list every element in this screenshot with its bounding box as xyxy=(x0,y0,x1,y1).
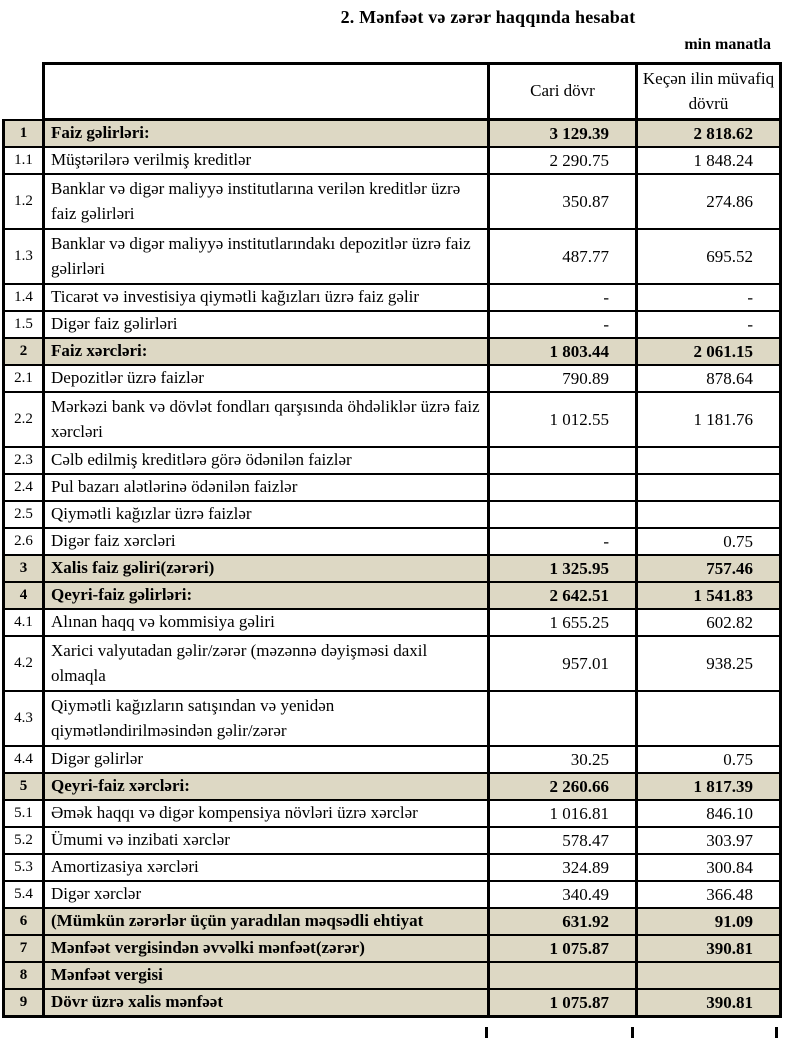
table-row xyxy=(4,392,781,447)
current-period-cell: 1 325.95 xyxy=(489,555,637,582)
row-label-cell: Ticarət və investisiya qiymətli kağızları üzrə faiz gəlir xyxy=(44,284,489,311)
previous-period-cell: 695.52 xyxy=(637,229,781,284)
row-number-cell: 1.1 xyxy=(4,147,44,174)
previous-period-cell: 878.64 xyxy=(637,365,781,392)
table-row xyxy=(4,474,781,501)
current-period-cell: 1 016.81 xyxy=(489,800,637,827)
row-label-cell: Digər faiz gəlirləri xyxy=(44,311,489,338)
row-number-cell: 5.2 xyxy=(4,827,44,854)
previous-period-cell: 300.84 xyxy=(637,854,781,881)
description-header-cell xyxy=(44,64,489,120)
current-period-cell: 1 655.25 xyxy=(489,609,637,636)
current-period-cell xyxy=(489,962,637,989)
table-row xyxy=(4,582,781,609)
table-row xyxy=(4,338,781,365)
current-period-cell: 631.92 xyxy=(489,908,637,935)
row-label-cell: Qiymətli kağızlar üzrə faizlər xyxy=(44,501,489,528)
table-row xyxy=(4,365,781,392)
current-period-cell: 1 075.87 xyxy=(489,935,637,962)
row-label-cell: Qeyri-faiz gəlirləri: xyxy=(44,582,489,609)
previous-period-cell: 1 848.24 xyxy=(637,147,781,174)
row-label-cell: Faiz xərcləri: xyxy=(44,338,489,365)
previous-period-cell: 303.97 xyxy=(637,827,781,854)
previous-period-cell: 274.86 xyxy=(637,174,781,229)
row-number-cell: 4.4 xyxy=(4,746,44,773)
current-period-cell xyxy=(489,501,637,528)
row-label-cell: Qeyri-faiz xərcləri: xyxy=(44,773,489,800)
current-period-cell xyxy=(489,691,637,746)
previous-period-cell xyxy=(637,447,781,474)
row-number-cell: 1 xyxy=(4,120,44,148)
row-number-cell: 2.4 xyxy=(4,474,44,501)
row-label-cell: (Mümkün zərərlər üçün yaradılan məqsədli ehtiyat xyxy=(44,908,489,935)
table-row xyxy=(4,609,781,636)
table-row xyxy=(4,174,781,229)
previous-period-cell: 1 541.83 xyxy=(637,582,781,609)
table-row xyxy=(4,311,781,338)
pnl-table xyxy=(2,62,782,1018)
row-label-cell: Ümumi və inzibati xərclər xyxy=(44,827,489,854)
table-row xyxy=(4,284,781,311)
previous-period-cell: 366.48 xyxy=(637,881,781,908)
row-label-cell: Qiymətli kağızların satışından və yenidən qiymətləndirilməsindən gəlir/zərər xyxy=(44,691,489,746)
current-period-cell: 957.01 xyxy=(489,636,637,691)
previous-period-cell: 390.81 xyxy=(637,935,781,962)
table-row xyxy=(4,691,781,746)
table-row xyxy=(4,447,781,474)
previous-period-cell: 757.46 xyxy=(637,555,781,582)
previous-period-cell: 0.75 xyxy=(637,746,781,773)
current-period-cell: 790.89 xyxy=(489,365,637,392)
table-row xyxy=(4,854,781,881)
row-label-cell: Banklar və digər maliyyə institutlarındakı depozitlər üzrə faiz gəlirləri xyxy=(44,229,489,284)
corner-spacer xyxy=(4,64,44,120)
current-period-cell: 340.49 xyxy=(489,881,637,908)
row-number-cell: 4.1 xyxy=(4,609,44,636)
row-number-cell: 2.5 xyxy=(4,501,44,528)
row-number-cell: 2.6 xyxy=(4,528,44,555)
pnl-table-body xyxy=(4,120,781,1017)
table-continuation-stub xyxy=(485,1027,488,1038)
pnl-table-header xyxy=(4,64,781,120)
header-row xyxy=(4,64,781,120)
previous-period-cell: 846.10 xyxy=(637,800,781,827)
row-label-cell: Əmək haqqı və digər kompensiya növləri üzrə xərclər xyxy=(44,800,489,827)
row-label-cell: Dövr üzrə xalis mənfəət xyxy=(44,989,489,1017)
row-number-cell: 4 xyxy=(4,582,44,609)
row-label-cell: Amortizasiya xərcləri xyxy=(44,854,489,881)
current-period-cell: 2 642.51 xyxy=(489,582,637,609)
row-label-cell: Mənfəət vergisindən əvvəlki mənfəət(zərər) xyxy=(44,935,489,962)
current-period-cell: - xyxy=(489,284,637,311)
row-number-cell: 5.1 xyxy=(4,800,44,827)
current-period-cell: 1 803.44 xyxy=(489,338,637,365)
table-row xyxy=(4,800,781,827)
table-continuation-stub xyxy=(631,1027,634,1038)
row-number-cell: 1.4 xyxy=(4,284,44,311)
previous-period-cell xyxy=(637,474,781,501)
table-row xyxy=(4,555,781,582)
row-label-cell: Depozitlər üzrə faizlər xyxy=(44,365,489,392)
current-period-cell: 3 129.39 xyxy=(489,120,637,148)
row-number-cell: 5 xyxy=(4,773,44,800)
row-label-cell: Müştərilərə verilmiş kreditlər xyxy=(44,147,489,174)
row-number-cell: 4.2 xyxy=(4,636,44,691)
previous-period-cell: 1 817.39 xyxy=(637,773,781,800)
row-number-cell: 8 xyxy=(4,962,44,989)
current-period-cell: - xyxy=(489,528,637,555)
row-label-cell: Banklar və digər maliyyə institutlarına verilən kreditlər üzrə faiz gəlirləri xyxy=(44,174,489,229)
previous-period-cell: 938.25 xyxy=(637,636,781,691)
row-number-cell: 2 xyxy=(4,338,44,365)
previous-period-cell: 390.81 xyxy=(637,989,781,1017)
row-label-cell: Cəlb edilmiş kreditlərə görə ödənilən faizlər xyxy=(44,447,489,474)
previous-period-cell: - xyxy=(637,311,781,338)
previous-period-cell xyxy=(637,691,781,746)
table-row xyxy=(4,908,781,935)
current-period-cell: 350.87 xyxy=(489,174,637,229)
row-number-cell: 3 xyxy=(4,555,44,582)
row-number-cell: 5.4 xyxy=(4,881,44,908)
table-row xyxy=(4,827,781,854)
table-row xyxy=(4,989,781,1017)
row-number-cell: 7 xyxy=(4,935,44,962)
table-row xyxy=(4,501,781,528)
current-period-cell: 487.77 xyxy=(489,229,637,284)
current-period-cell: 578.47 xyxy=(489,827,637,854)
row-label-cell: Xalis faiz gəliri(zərəri) xyxy=(44,555,489,582)
table-row xyxy=(4,636,781,691)
row-number-cell: 5.3 xyxy=(4,854,44,881)
row-number-cell: 2.3 xyxy=(4,447,44,474)
row-number-cell: 1.5 xyxy=(4,311,44,338)
row-label-cell: Digər gəlirlər xyxy=(44,746,489,773)
current-period-cell xyxy=(489,447,637,474)
current-period-cell: - xyxy=(489,311,637,338)
previous-period-cell: 0.75 xyxy=(637,528,781,555)
row-label-cell: Mənfəət vergisi xyxy=(44,962,489,989)
row-number-cell: 9 xyxy=(4,989,44,1017)
row-label-cell: Digər xərclər xyxy=(44,881,489,908)
table-row xyxy=(4,962,781,989)
current-period-cell: 1 075.87 xyxy=(489,989,637,1017)
previous-period-cell: 2 061.15 xyxy=(637,338,781,365)
table-row xyxy=(4,120,781,148)
previous-period-header: Keçən ilin müvafiq dövrü xyxy=(637,64,781,120)
row-label-cell: Mərkəzi bank və dövlət fondları qarşısında öhdəliklər üzrə faiz xərcləri xyxy=(44,392,489,447)
unit-note: min manatla xyxy=(684,36,771,53)
previous-period-cell: 2 818.62 xyxy=(637,120,781,148)
row-number-cell: 4.3 xyxy=(4,691,44,746)
row-label-cell: Alınan haqq və kommisiya gəliri xyxy=(44,609,489,636)
row-number-cell: 1.3 xyxy=(4,229,44,284)
row-label-cell: Xarici valyutadan gəlir/zərər (məzənnə dəyişməsi daxil olmaqla xyxy=(44,636,489,691)
row-number-cell: 2.2 xyxy=(4,392,44,447)
table-row xyxy=(4,229,781,284)
row-label-cell: Faiz gəlirləri: xyxy=(44,120,489,148)
table-row xyxy=(4,746,781,773)
row-number-cell: 6 xyxy=(4,908,44,935)
previous-period-cell xyxy=(637,962,781,989)
previous-period-cell: 1 181.76 xyxy=(637,392,781,447)
previous-period-cell: 602.82 xyxy=(637,609,781,636)
row-number-cell: 2.1 xyxy=(4,365,44,392)
table-row xyxy=(4,935,781,962)
row-label-cell: Pul bazarı alətlərinə ödənilən faizlər xyxy=(44,474,489,501)
current-period-header: Cari dövr xyxy=(489,64,637,120)
current-period-cell: 2 290.75 xyxy=(489,147,637,174)
table-row xyxy=(4,147,781,174)
current-period-cell xyxy=(489,474,637,501)
page-title: 2. Mənfəət və zərər haqqında hesabat xyxy=(340,7,636,27)
table-row xyxy=(4,528,781,555)
current-period-cell: 1 012.55 xyxy=(489,392,637,447)
table-row xyxy=(4,881,781,908)
row-number-cell: 1.2 xyxy=(4,174,44,229)
table-row xyxy=(4,773,781,800)
previous-period-cell: - xyxy=(637,284,781,311)
row-label-cell: Digər faiz xərcləri xyxy=(44,528,489,555)
current-period-cell: 324.89 xyxy=(489,854,637,881)
current-period-cell: 2 260.66 xyxy=(489,773,637,800)
previous-period-cell: 91.09 xyxy=(637,908,781,935)
table-continuation-stub xyxy=(775,1027,778,1038)
previous-period-cell xyxy=(637,501,781,528)
current-period-cell: 30.25 xyxy=(489,746,637,773)
